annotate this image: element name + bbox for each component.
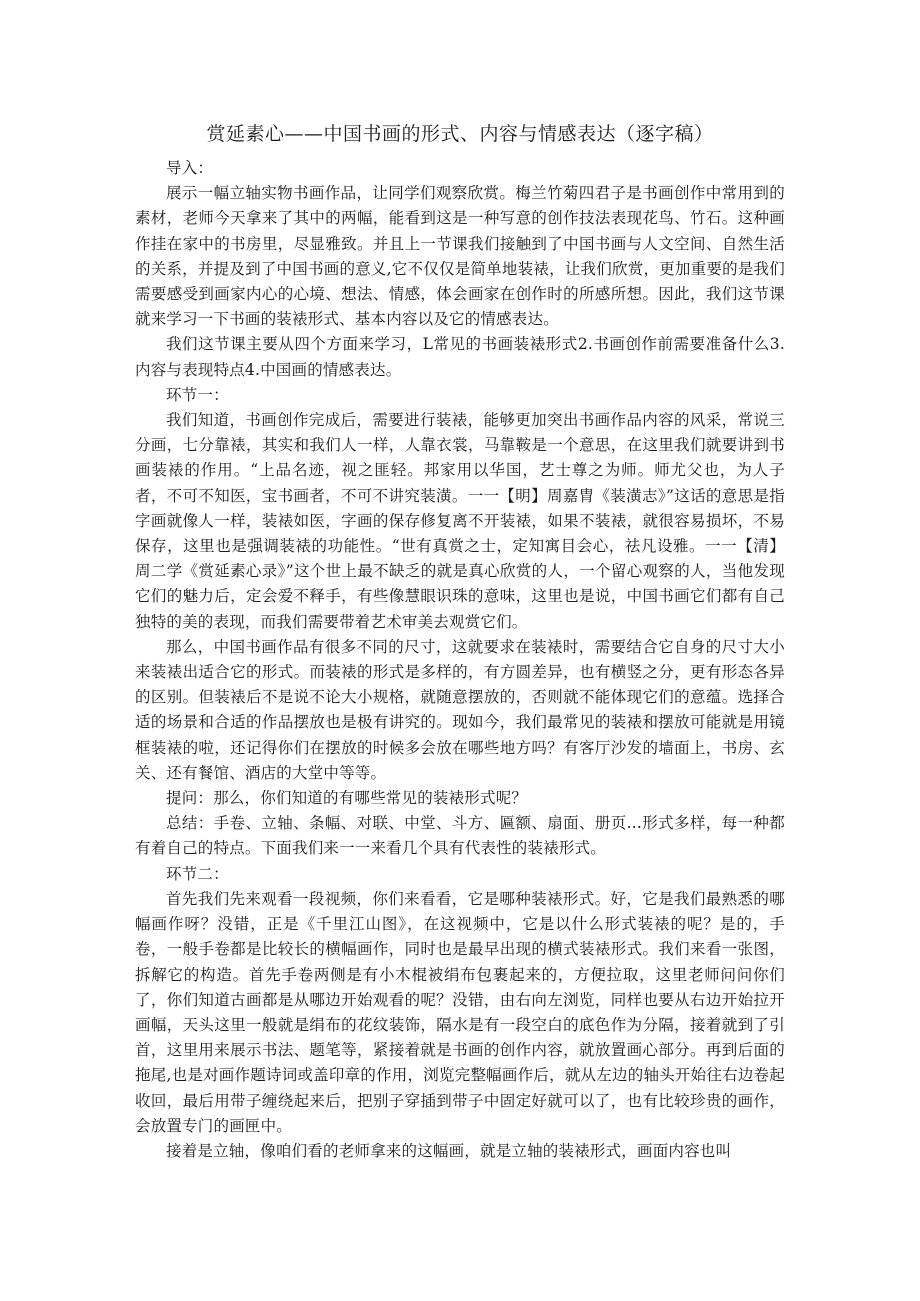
paragraph-question: 提问：那么，你们知道的有哪些常见的装裱形式呢？ [166, 789, 528, 808]
paragraph: 我们知道，书画创作完成后，需要进行装裱，能够更加突出书画作品内容的风采，常说三分画，七分靠裱，其实和我们人一样，人靠衣裳，马靠鞍是一个意思，在这里我们就要讲到书画装裱的作用。“上品名迹，视之匪轻。邦家用以华国，艺士尊之为师。师尤父也，为人子者，不可不知医，宝书画者，不可不讲究装潢。一一【明】周嘉胄《装潢志》”这话的意思是指字画就像人一样，装裱如医，字画的保存修复离不开装裱，如果不装裱，就很容易损坏，不易保存，这里也是强调装裱的功能性。“世有真赏之士，定知寓目会心，祛凡设雅。一一【清】周二学《赏延素心录》”这个世上最不缺乏的就是真心欣赏的人，一个留心观察的人，当他发现它们的魅力后，定会爱不释手，有些像慧眼识珠的意味，这里也是说，中国书画它们都有自己独特的美的表现，而我们需要带着艺术审美去观赏它们。 [135, 411, 785, 631]
paragraph: 展示一幅立轴实物书画作品，让同学们观察欣赏。梅兰竹菊四君子是书画创作中常用到的素材，老师今天拿来了其中的两幅，能看到这是一种写意的创作技法表现花鸟、竹石。这种画作挂在家中的书房里，尽显雅致。并且上一节课我们接触到了中国书画与人文空间、自然生活的关系，并提及到了中国书画的意义,它不仅仅是简单地装裱，让我们欣赏，更加重要的是我们需要感受到画家内心的心境、想法、情感，体会画家在创作时的所感所想。因此，我们这节课就来学习一下书画的装裱形式、基本内容以及它的情感表达。 [135, 184, 785, 329]
paragraph: 我们这节课主要从四个方面来学习，L常见的书画装裱形式2.书画创作前需要准备什么3.内容与表现特点4.中国画的情感表达。 [135, 335, 785, 379]
paragraph-summary: 总结：手卷、立轴、条幅、对联、中堂、斗方、匾额、扇面、册页...形式多样，每一种都有着自己的特点。下面我们来一一来看几个具有代表性的装裱形式。 [135, 814, 785, 858]
paragraph-section-two-label: 环节二： [166, 864, 229, 883]
document-title: 赏延素心——中国书画的形式、内容与情感表达（逐字稿） [206, 123, 714, 145]
paragraph: 首先我们先来观看一段视频，你们来看看，它是哪种装裱形式。好，它是我们最熟悉的哪幅画作呀？没错，正是《千里江山图》，在这视频中，它是以什么形式装裱的呢？是的，手卷，一般手卷都是比较长的横幅画作，同时也是最早出现的横式装裱形式。我们来看一张图，拆解它的构造。首先手卷两侧是有小木棍被绢布包裹起来的，方便拉取，这里老师问问你们了，你们知道古画都是从哪边开始观看的呢？没错，由右向左浏览，同样也要从右边开始拉开画幅，天头这里一般就是绢布的花纹装饰，隔水是有一段空白的底色作为分隔，接着就到了引首，这里用来展示书法、题笔等，紧接着就是书画的创作内容，就放置画心部分。再到后面的拖尾,也是对画作题诗词或盖印章的作用，浏览完整幅画作后，就从左边的轴头开始往右边卷起收回，最后用带子缠绕起来后，把别子穿插到带子中固定好就可以了，也有比较珍贵的画作，会放置专门的画匣中。 [135, 889, 785, 1135]
document-page [135, 120, 785, 1164]
paragraph: 接着是立轴，像咱们看的老师拿来的这幅画，就是立轴的装裱形式，画面内容也叫 [166, 1141, 732, 1160]
paragraph: 那么，中国书画作品有很多不同的尺寸，这就要求在装裱时，需要结合它自身的尺寸大小来装裱出适合它的形式。而装裱的形式是多样的，有方圆差异，也有横竖之分，更有形态各异的区别。但装裱后不是说不论大小规格，就随意摆放的，否则就不能体现它们的意蕴。选择合适的场景和合适的作品摆放也是极有讲究的。现如今，我们最常见的装裱和摆放可能就是用镜框装裱的啦，还记得你们在摆放的时候多会放在哪些地方吗？有客厅沙发的墙面上，书房、玄关、还有餐馆、酒店的大堂中等等。 [135, 637, 785, 782]
paragraph-section-one-label: 环节一： [166, 385, 229, 404]
paragraph-intro-label: 导入： [166, 159, 214, 177]
